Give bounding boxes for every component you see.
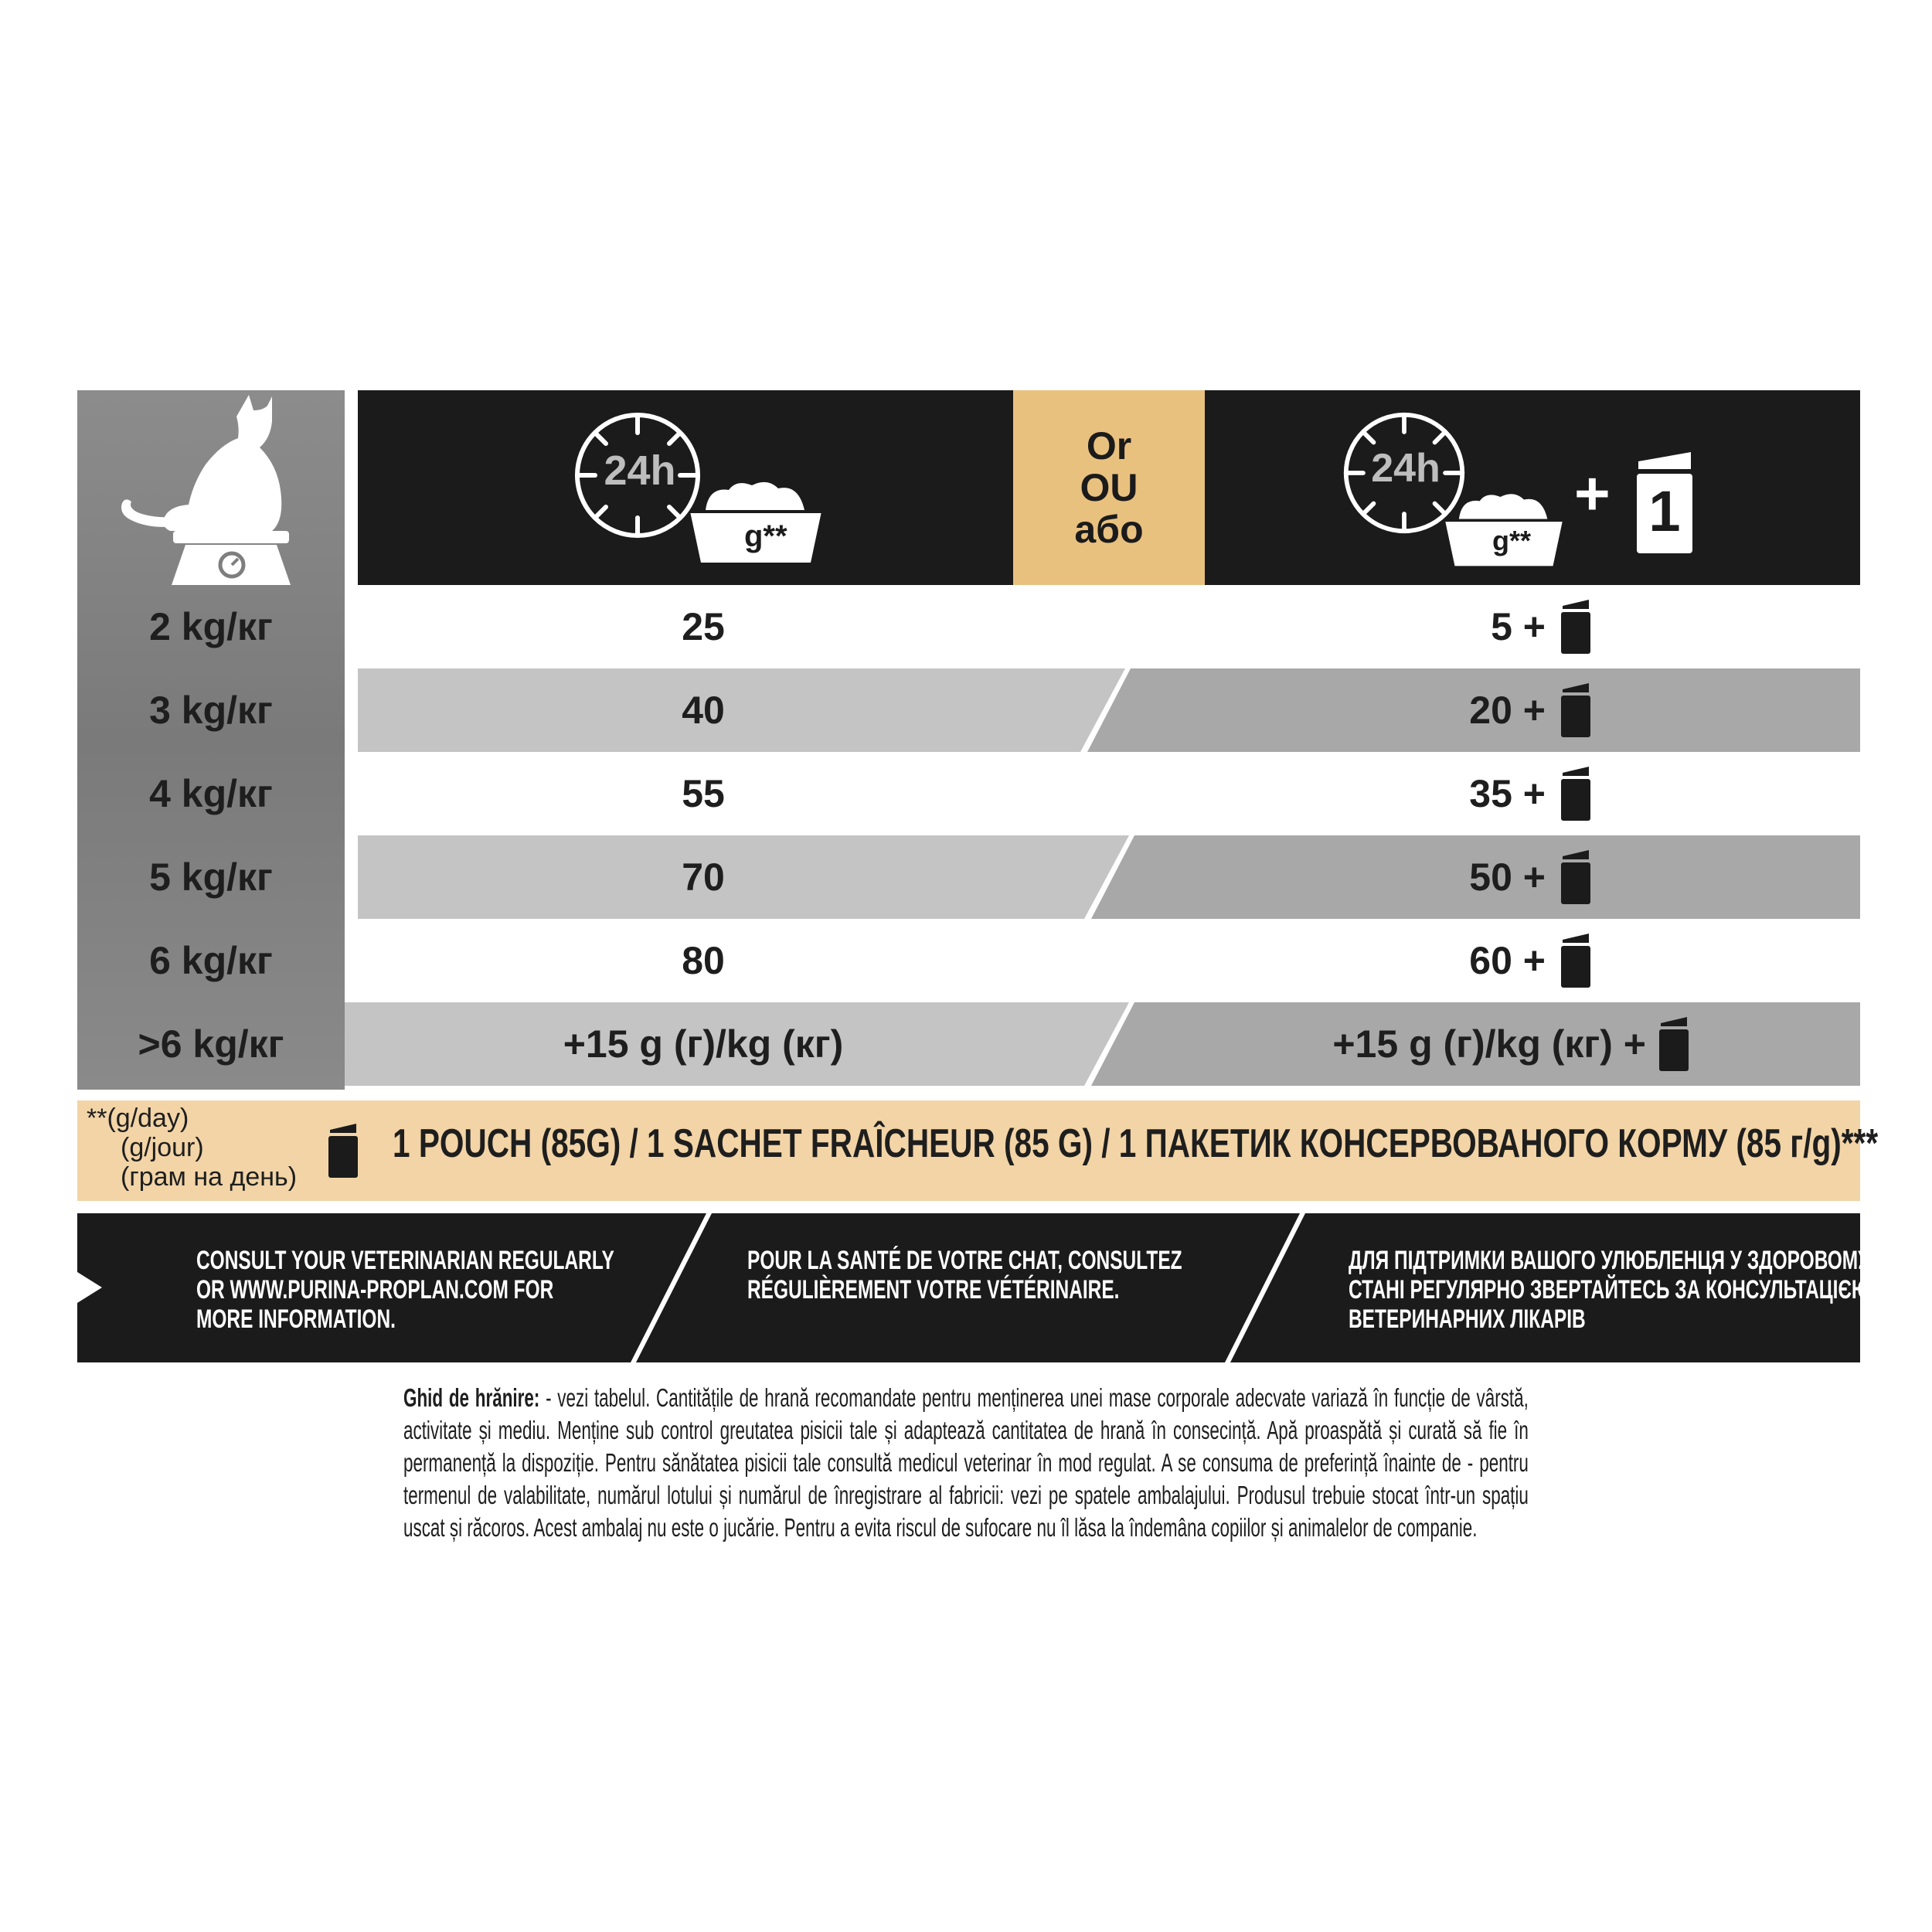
feeding-guide-ro bbox=[403, 1382, 1529, 1544]
mixed-amount: 20 + bbox=[1469, 689, 1546, 732]
banner-line: POUR LA SANTÉ DE VOTRE CHAT, CONSULTEZ bbox=[747, 1246, 1182, 1275]
dry-food-header bbox=[358, 390, 1013, 585]
food-bowl-icon bbox=[682, 479, 829, 568]
pouch-icon bbox=[1560, 850, 1592, 904]
clock-label: 24h bbox=[604, 447, 676, 494]
feeding-guide-body: - vezi tabelul. Cantitățile de hrană recomandate pentru menținerea unei mase corporale adecvate variază în funcție de vârstă, activitate și mediu. Menține sub control greutatea pisicii tale și adaptează cantitatea de hrană în consecință. Apă proaspătă și curată să fie în permanență la dispoziție. Pentru sănătatea pisicii tale consultă medicul veterinar în mod regulat. A se consuma de preferință înainte de - pentru termenul de valabilitate, numărul lotului și numărul de înregistrare al fabricii: vezi pe spatele ambalajului. Produsul trebuie stocat într-un spațiu uscat și răcoros. Acest ambalaj nu este o jucărie. Pentru a evita riscul de sufocare nu îl lăsa la îndemâna copiilor și animalelor de companie. bbox=[403, 1383, 1529, 1542]
pouch-icon bbox=[1658, 1017, 1690, 1071]
dry-amount: 70 bbox=[682, 855, 725, 899]
banner-line: OR WWW.PURINA-PROPLAN.COM FOR bbox=[196, 1275, 554, 1304]
arrow-right-icon bbox=[77, 1272, 102, 1303]
dry-amount: +15 g (г)/kg (кг) bbox=[563, 1022, 844, 1066]
weight-label: 3 kg/кг bbox=[149, 689, 273, 732]
pouch-legend bbox=[77, 1100, 1879, 1201]
banner-line: MORE INFORMATION. bbox=[196, 1304, 396, 1334]
mixed-amount: 5 + bbox=[1491, 605, 1546, 648]
or-fr: OU bbox=[1080, 466, 1138, 509]
vet-advice-banner bbox=[77, 1213, 1905, 1362]
dry-amount: 40 bbox=[682, 689, 725, 732]
banner-line: ДЛЯ ПІДТРИМКИ ВАШОГО УЛЮБЛЕНЦЯ У ЗДОРОВОМУ bbox=[1349, 1246, 1870, 1275]
feeding-guide-label: Ghid de hrănire: bbox=[403, 1383, 540, 1412]
banner-uk bbox=[1349, 1246, 1904, 1334]
mixed-amount: 35 + bbox=[1469, 772, 1546, 815]
pouch-icon bbox=[1560, 934, 1592, 988]
dry-amount: 80 bbox=[682, 939, 725, 982]
bowl-unit: g** bbox=[1492, 525, 1532, 556]
unit-line: (грам на день) bbox=[121, 1162, 298, 1192]
pouch-count: 1 bbox=[1648, 479, 1681, 543]
banner-en bbox=[196, 1246, 614, 1334]
plus-icon: + bbox=[1574, 459, 1611, 528]
mixed-amount: 60 + bbox=[1469, 939, 1546, 982]
pouch-icon bbox=[1560, 767, 1592, 821]
bowl-unit: g** bbox=[744, 519, 787, 553]
pouch-icon bbox=[326, 1124, 360, 1178]
unit-line: **(g/day) bbox=[87, 1104, 189, 1133]
pouch-description: 1 POUCH (85G) / 1 SACHET FRAÎCHEUR (85 G) / 1 ПАКЕТИК КОНСЕРВОВАНОГО КОРМУ (85 г/g)*** bbox=[393, 1121, 1879, 1166]
pouch-icon bbox=[1560, 600, 1592, 654]
clock-label: 24h bbox=[1371, 446, 1440, 491]
dry-amount: 25 bbox=[682, 605, 725, 648]
weight-label: 6 kg/кг bbox=[149, 939, 273, 982]
unit-note bbox=[87, 1104, 297, 1192]
food-bowl-icon bbox=[1438, 491, 1570, 572]
mixed-amount: 50 + bbox=[1469, 855, 1546, 899]
weight-label: 4 kg/кг bbox=[149, 772, 273, 815]
mixed-feeding-header bbox=[1205, 390, 1860, 585]
pouch-icon bbox=[1634, 451, 1696, 559]
table-row bbox=[358, 919, 1860, 1002]
table-row bbox=[358, 585, 1860, 668]
or-separator bbox=[1013, 390, 1205, 585]
weight-label: >6 kg/кг bbox=[138, 1022, 284, 1066]
mixed-amount: +15 g (г)/kg (кг) + bbox=[1332, 1022, 1646, 1066]
pouch-icon bbox=[1560, 683, 1592, 737]
or-en: Or bbox=[1086, 424, 1132, 468]
cat-on-scale-icon bbox=[77, 390, 345, 585]
table-row bbox=[358, 835, 1860, 919]
unit-line: (g/jour) bbox=[121, 1133, 204, 1162]
banner-line: CONSULT YOUR VETERINARIAN REGULARLY bbox=[196, 1246, 614, 1275]
banner-fr bbox=[747, 1246, 1182, 1304]
weight-label: 2 kg/кг bbox=[149, 605, 273, 648]
banner-line: СТАНІ РЕГУЛЯРНО ЗВЕРТАЙТЕСЬ ЗА КОНСУЛЬТАЦІЄЮ ДО bbox=[1349, 1275, 1905, 1304]
table-row bbox=[358, 752, 1860, 835]
table-row bbox=[358, 668, 1860, 752]
banner-line: RÉGULIÈREMENT VOTRE VÉTÉRINAIRE. bbox=[747, 1275, 1120, 1304]
banner-line: ВЕТЕРИНАРНИХ ЛІКАРІВ bbox=[1349, 1304, 1586, 1334]
or-uk: або bbox=[1074, 508, 1144, 551]
weight-label: 5 kg/кг bbox=[149, 855, 273, 899]
dry-amount: 55 bbox=[682, 772, 725, 815]
